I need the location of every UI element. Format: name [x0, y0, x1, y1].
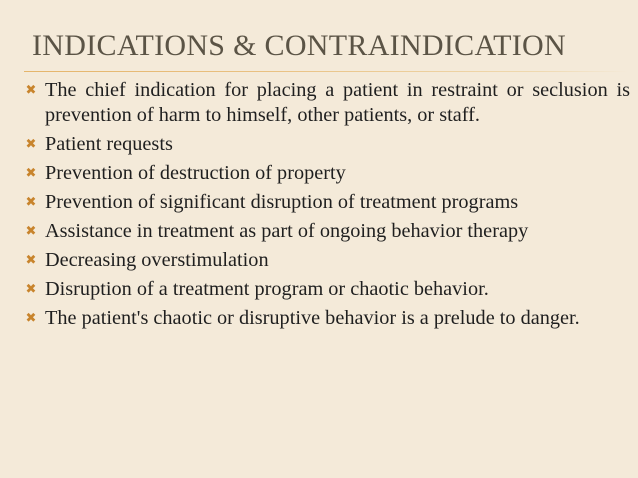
bullet-item [24, 161, 630, 186]
bullet-text: Assistance in treatment as part of ongoing behavior therapy [45, 220, 529, 242]
bullet-item [24, 277, 630, 302]
title-underline [24, 71, 628, 72]
bullet-item [24, 132, 630, 157]
bullet-list [24, 78, 630, 335]
x-bullet-icon: ✖ [25, 224, 37, 239]
bullet-text: Prevention of destruction of property [45, 162, 346, 184]
bullet-item [24, 190, 630, 215]
x-bullet-icon: ✖ [25, 311, 37, 326]
bullet-item [24, 219, 630, 244]
x-bullet-icon: ✖ [25, 282, 37, 297]
x-bullet-icon: ✖ [25, 83, 37, 98]
bullet-text: Disruption of a treatment program or chaotic behavior. [45, 278, 489, 300]
x-bullet-icon: ✖ [25, 253, 37, 268]
bullet-text: The chief indication for placing a patient in restraint or seclusion is prevention of harm to himself, other patients, or staff. [45, 79, 630, 126]
bullet-text: Prevention of significant disruption of treatment programs [45, 191, 519, 213]
bullet-item [24, 248, 630, 273]
x-bullet-icon: ✖ [25, 137, 37, 152]
x-bullet-icon: ✖ [25, 166, 37, 181]
slide-title: INDICATIONS & CONTRAINDICATION [32, 29, 566, 62]
bullet-item [24, 78, 630, 128]
x-bullet-icon: ✖ [25, 195, 37, 210]
bullet-text: The patient's chaotic or disruptive behavior is a prelude to danger. [45, 307, 580, 329]
bullet-text: Decreasing overstimulation [45, 249, 269, 271]
bullet-text: Patient requests [45, 133, 173, 155]
bullet-item [24, 306, 630, 331]
